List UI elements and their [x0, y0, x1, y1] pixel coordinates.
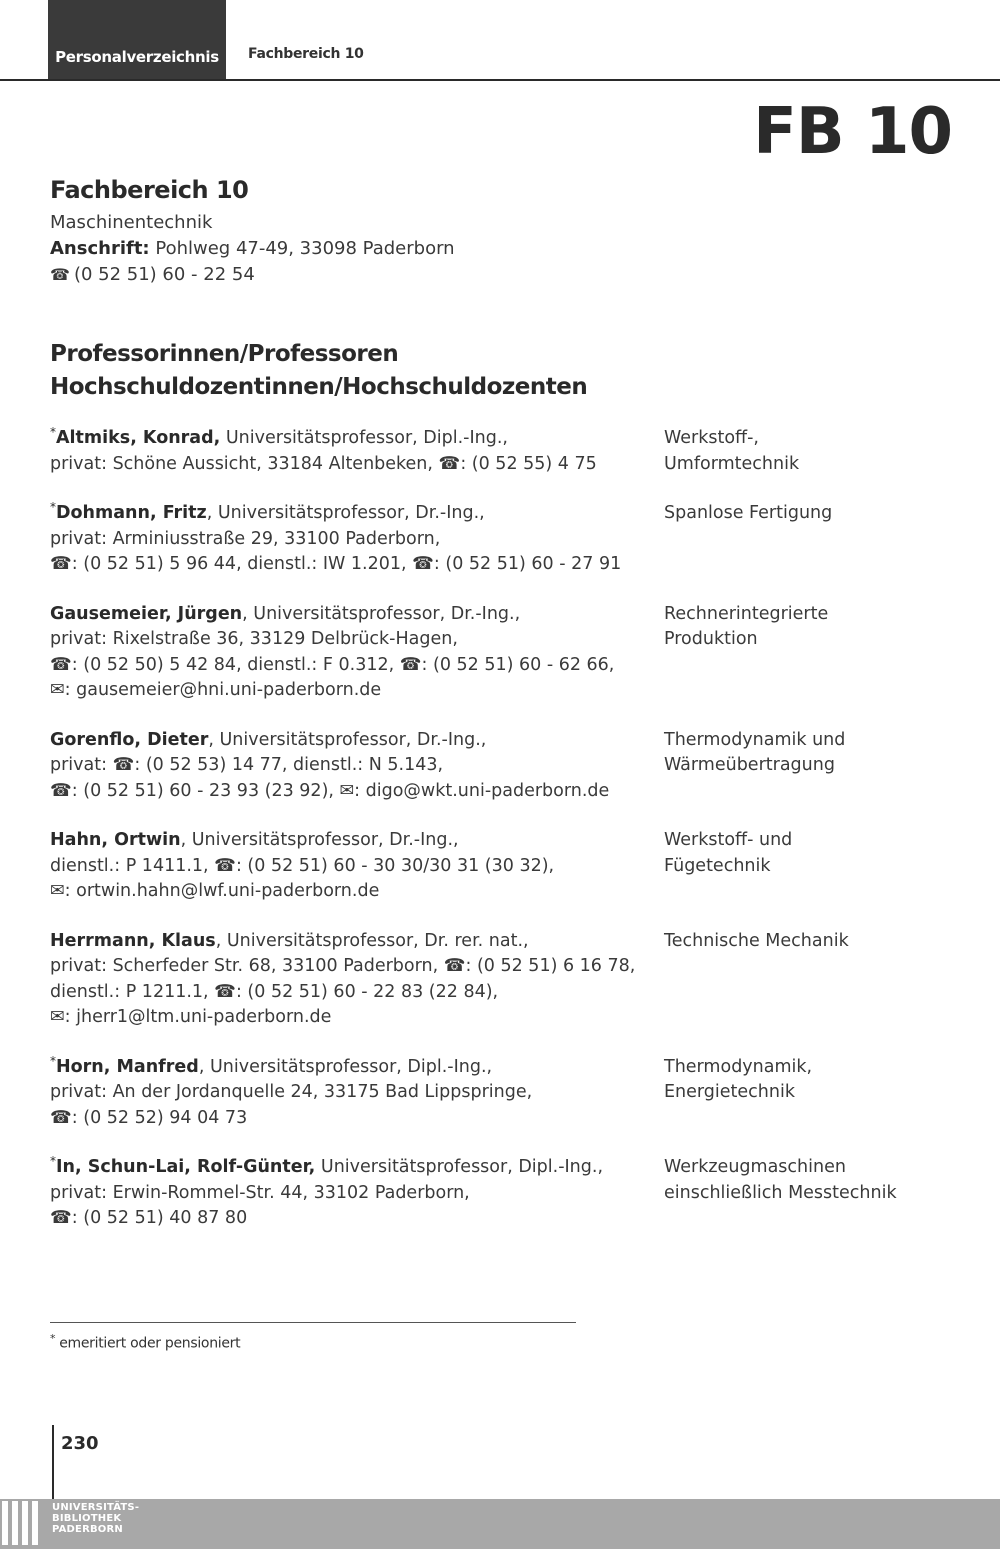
staff-subject-line: Rechnerintegrierte — [664, 603, 829, 624]
staff-entry — [50, 929, 960, 1031]
staff-subject-line: Spanlose Fertigung — [664, 503, 833, 523]
emeritus-star: * — [50, 500, 56, 515]
footnote-rule — [50, 1322, 576, 1323]
staff-entry — [50, 828, 960, 905]
staff-detail: dienstl.: P 1411.1, ☎: (0 52 51) 60 - 30 30/30 31 (30 32), — [50, 855, 555, 876]
staff-detail: privat: Scherfeder Str. 68, 33100 Paderborn, ☎: (0 52 51) 6 16 78, — [50, 956, 636, 976]
staff-subject-line: Umformtechnik — [664, 453, 800, 474]
staff-entry — [50, 1055, 960, 1132]
staff-entry-line — [50, 1181, 640, 1207]
staff-subject-line: Werkzeugmaschinen — [664, 1157, 846, 1177]
staff-entry-line — [50, 1106, 640, 1132]
staff-entry-line — [50, 879, 640, 905]
staff-name: In, Schun-Lai, Rolf-Günter, — [56, 1157, 316, 1177]
footnote-star: * — [50, 1332, 56, 1345]
header-tab-label: Personalverzeichnis — [55, 48, 219, 66]
header-rule — [0, 79, 1000, 81]
address-label: Anschrift: — [50, 238, 150, 259]
staff-entry-line — [50, 1155, 640, 1181]
department-info — [50, 176, 455, 288]
staff-entry-text — [50, 426, 640, 477]
staff-detail: privat: Erwin-Rommel-Str. 44, 33102 Paderborn, — [50, 1182, 470, 1203]
department-address — [50, 236, 455, 262]
staff-subject-line: einschließlich Messtechnik — [664, 1182, 897, 1203]
staff-entry-line — [50, 527, 640, 553]
section-heading-line1: Professorinnen/Professoren — [50, 341, 399, 367]
staff-entry — [50, 602, 960, 704]
department-title: Fachbereich 10 — [50, 176, 249, 204]
phone-value: (0 52 51) 60 - 22 54 — [73, 264, 255, 285]
staff-entry-line — [50, 426, 640, 452]
staff-detail: , Universitätsprofessor, Dr.-Ing., — [206, 503, 485, 523]
staff-subject-line: Technische Mechanik — [664, 930, 849, 951]
staff-subject-line: Energietechnik — [664, 1082, 795, 1102]
page-number: 230 — [61, 1433, 99, 1454]
library-name-line1: UNIVERSITÄTS- — [52, 1502, 140, 1513]
staff-entry-line — [50, 1080, 640, 1106]
staff-detail: Universitätsprofessor, Dipl.-Ing., — [220, 428, 508, 448]
staff-detail: privat: ☎: (0 52 53) 14 77, dienstl.: N 5.143, — [50, 755, 444, 775]
staff-subject — [664, 501, 954, 527]
staff-subject — [664, 1055, 954, 1106]
department-subtitle: Maschinentechnik — [50, 212, 213, 233]
staff-entry-line — [50, 552, 640, 578]
staff-entry-line — [50, 452, 640, 478]
staff-entry-text — [50, 728, 640, 805]
footnote — [50, 1332, 240, 1352]
staff-detail: , Universitätsprofessor, Dipl.-Ing., — [198, 1056, 493, 1077]
staff-detail: privat: An der Jordanquelle 24, 33175 Bad Lippspringe, — [50, 1082, 533, 1102]
staff-subject-line: Werkstoff-, — [664, 428, 759, 448]
staff-name: Dohmann, Fritz — [56, 503, 207, 523]
staff-subject-line: Thermodynamik und — [664, 729, 846, 750]
staff-entry-line — [50, 627, 640, 653]
staff-detail: ☎: (0 52 50) 5 42 84, dienstl.: F 0.312, ☎: (0 52 51) 60 - 62 66, — [50, 654, 615, 675]
emeritus-star: * — [50, 1053, 56, 1068]
phone-icon: ☎ — [50, 265, 70, 284]
staff-entry — [50, 501, 960, 578]
section-heading — [50, 338, 587, 404]
staff-entry-line — [50, 728, 640, 754]
staff-detail: privat: Rixelstraße 36, 33129 Delbrück-Hagen, — [50, 629, 458, 649]
staff-detail: Universitätsprofessor, Dipl.-Ing., — [315, 1157, 604, 1177]
staff-subject — [664, 602, 954, 653]
staff-subject-line: Wärmeübertragung — [664, 755, 835, 775]
address-value: Pohlweg 47-49, 33098 Paderborn — [155, 238, 455, 259]
staff-entry-line — [50, 1005, 640, 1031]
staff-entry-line — [50, 678, 640, 704]
staff-name: Herrmann, Klaus — [50, 930, 216, 951]
staff-entry-text — [50, 501, 640, 578]
staff-detail: , Universitätsprofessor, Dr. rer. nat., — [215, 930, 529, 951]
staff-detail: ✉: jherr1@ltm.uni-paderborn.de — [50, 1007, 332, 1027]
library-name-line3: PADERBORN — [52, 1524, 123, 1535]
staff-name: Horn, Manfred — [56, 1056, 199, 1077]
library-footer-bar — [0, 1499, 1000, 1549]
staff-name: Altmiks, Konrad, — [56, 428, 221, 448]
emeritus-star: * — [50, 1154, 56, 1169]
staff-entry-text — [50, 602, 640, 704]
library-name — [52, 1502, 139, 1535]
staff-entry-line — [50, 1055, 640, 1081]
staff-detail: ☎: (0 52 51) 40 87 80 — [50, 1208, 248, 1228]
staff-detail: , Universitätsprofessor, Dr.-Ing., — [208, 729, 487, 750]
staff-detail: privat: Arminiusstraße 29, 33100 Paderborn, — [50, 528, 441, 549]
staff-subject-line: Fügetechnik — [664, 855, 771, 876]
staff-entry — [50, 1155, 960, 1232]
emeritus-star: * — [50, 425, 56, 440]
staff-entry-text — [50, 1055, 640, 1132]
staff-subject — [664, 929, 954, 955]
staff-entry-line — [50, 980, 640, 1006]
staff-detail: ✉: ortwin.hahn@lwf.uni-paderborn.de — [50, 881, 380, 901]
staff-detail: privat: Schöne Aussicht, 33184 Altenbeken, ☎: (0 52 55) 4 75 — [50, 453, 597, 474]
header-tab-personalverzeichnis — [48, 0, 226, 80]
staff-entry-line — [50, 602, 640, 628]
staff-subject — [664, 1155, 954, 1206]
staff-detail: ☎: (0 52 51) 5 96 44, dienstl.: IW 1.201, ☎: (0 52 51) 60 - 27 91 — [50, 554, 622, 574]
staff-entry-line — [50, 501, 640, 527]
staff-entry-line — [50, 929, 640, 955]
staff-subject — [664, 828, 954, 879]
department-phone — [50, 262, 455, 288]
staff-entry-text — [50, 828, 640, 905]
staff-detail: dienstl.: P 1211.1, ☎: (0 52 51) 60 - 22 83 (22 84), — [50, 981, 499, 1002]
staff-list — [50, 426, 960, 1256]
staff-subject-line: Produktion — [664, 629, 758, 649]
header-breadcrumb: Fachbereich 10 — [248, 46, 364, 62]
staff-entry — [50, 426, 960, 477]
staff-name: Gausemeier, Jürgen — [50, 603, 243, 624]
page-rule — [52, 1425, 54, 1500]
library-name-line2: BIBLIOTHEK — [52, 1513, 122, 1524]
staff-subject — [664, 728, 954, 779]
staff-subject — [664, 426, 954, 477]
staff-name: Hahn, Ortwin — [50, 830, 181, 850]
staff-name: Gorenflo, Dieter — [50, 729, 209, 750]
staff-entry-text — [50, 929, 640, 1031]
footnote-text: emeritiert oder pensioniert — [59, 1335, 241, 1352]
staff-detail: ☎: (0 52 52) 94 04 73 — [50, 1107, 248, 1128]
section-heading-line2: Hochschuldozentinnen/Hochschuldozenten — [50, 374, 588, 400]
staff-entry-line — [50, 954, 640, 980]
staff-entry-line — [50, 753, 640, 779]
library-logo-icon — [2, 1501, 48, 1547]
staff-entry-line — [50, 828, 640, 854]
staff-entry-line — [50, 653, 640, 679]
staff-detail: , Universitätsprofessor, Dr.-Ing., — [180, 830, 459, 850]
staff-entry-line — [50, 1206, 640, 1232]
staff-detail: ☎: (0 52 51) 60 - 23 93 (23 92), ✉: digo@wkt.uni-paderborn.de — [50, 780, 610, 801]
staff-entry-line — [50, 779, 640, 805]
staff-subject-line: Werkstoff- und — [664, 830, 793, 850]
staff-subject-line: Thermodynamik, — [664, 1056, 813, 1077]
staff-detail: ✉: gausemeier@hni.uni-paderborn.de — [50, 680, 382, 700]
staff-entry-line — [50, 854, 640, 880]
staff-entry-text — [50, 1155, 640, 1232]
staff-entry — [50, 728, 960, 805]
staff-detail: , Universitätsprofessor, Dr.-Ing., — [242, 603, 521, 624]
department-code: FB 10 — [753, 95, 952, 169]
